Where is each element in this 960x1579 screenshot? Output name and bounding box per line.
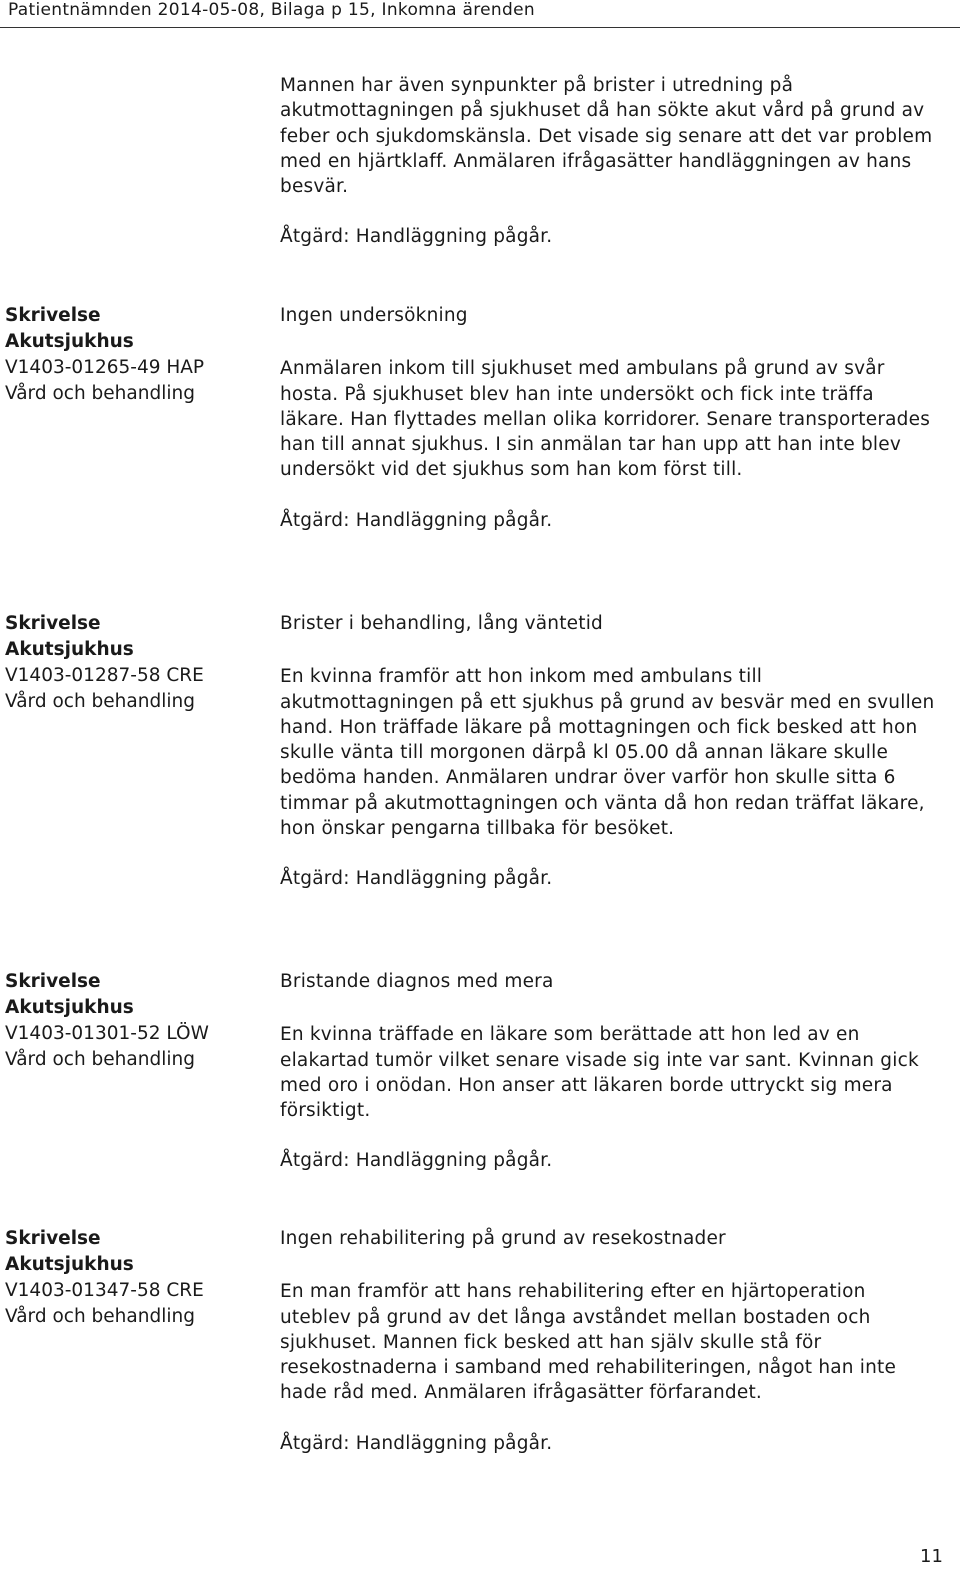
- case-body: [280, 969, 940, 1173]
- case-title: Ingen undersökning: [280, 305, 468, 326]
- case-description: En man framför att hans rehabilitering efter en hjärtoperation uteblev på grund av det långa avståndet mellan bostaden och sjukhuset. Mannen fick besked att han själv skulle stå för resekostnaderna i samband med rehabiliteringen, något han inte hade råd med. Anmälaren ifrågasätter förfarandet.: [280, 1281, 897, 1404]
- intro-section: [280, 73, 940, 249]
- case-hospital: Akutsjukhus: [5, 1254, 134, 1275]
- case-id: V1403-01287-58 CRE: [5, 665, 204, 686]
- case-type: Skrivelse: [5, 305, 101, 326]
- case-body: [280, 303, 940, 533]
- case-meta: [5, 969, 265, 1073]
- case-category: Vård och behandling: [5, 1306, 195, 1327]
- case-action: Åtgärd: Handläggning pågår.: [280, 868, 553, 890]
- case-title: Ingen rehabilitering på grund av resekostnader: [280, 1228, 726, 1249]
- case-category: Vård och behandling: [5, 383, 195, 404]
- case-meta: [5, 611, 265, 715]
- case-hospital: Akutsjukhus: [5, 331, 134, 352]
- case-meta: [5, 303, 265, 407]
- case-category: Vård och behandling: [5, 1049, 195, 1070]
- page-number: 11: [920, 1546, 943, 1567]
- case-hospital: Akutsjukhus: [5, 639, 134, 660]
- case-action: Åtgärd: Handläggning pågår.: [280, 509, 553, 531]
- case-meta: [5, 1226, 265, 1330]
- case-type: Skrivelse: [5, 971, 101, 992]
- header-title: Patientnämnden 2014-05-08, Bilaga p 15, Inkomna ärenden: [8, 0, 535, 20]
- case-hospital: Akutsjukhus: [5, 997, 134, 1018]
- case-id: V1403-01265-49 HAP: [5, 357, 205, 378]
- case-category: Vård och behandling: [5, 691, 195, 712]
- case-description: En kvinna framför att hon inkom med ambulans till akutmottagningen på ett sjukhus på grund av besvär med en svullen hand. Hon träffade läkare på mottagningen och fick besked att hon skulle vänta till morgonen därpå kl 05.00 då annan läkare skulle bedöma handen. Anmälaren undrar över varför hon skulle sitta 6 timmar på akutmottagningen och vänta då hon redan träffat läkare, hon önskar pengarna tillbaka för besöket.: [280, 666, 935, 840]
- intro-action: Åtgärd: Handläggning pågår.: [280, 226, 553, 248]
- header-divider: [0, 27, 960, 28]
- case-title: Bristande diagnos med mera: [280, 971, 554, 992]
- case-id: V1403-01301-52 LÖW: [5, 1023, 209, 1044]
- case-description: En kvinna träffade en läkare som berättade att hon led av en elakartad tumör vilket senare visade sig inte var sant. Kvinnan gick med oro i onödan. Hon anser att läkaren borde uttryckt sig mera försiktigt.: [280, 1024, 919, 1122]
- case-title: Brister i behandling, lång väntetid: [280, 613, 603, 634]
- intro-text: Mannen har även synpunkter på brister i utredning på akutmottagningen på sjukhuset då han sökte akut vård på grund av feber och sjukdomskänsla. Det visade sig senare att det var problem med en hjärtklaff. Anmälaren ifrågasätter handläggningen av hans besvär.: [280, 75, 933, 198]
- case-body: [280, 1226, 940, 1456]
- case-action: Åtgärd: Handläggning pågår.: [280, 1150, 553, 1172]
- case-id: V1403-01347-58 CRE: [5, 1280, 204, 1301]
- case-type: Skrivelse: [5, 613, 101, 634]
- case-body: [280, 611, 940, 891]
- case-action: Åtgärd: Handläggning pågår.: [280, 1432, 553, 1454]
- case-type: Skrivelse: [5, 1228, 101, 1249]
- page-header: [0, 0, 960, 30]
- case-description: Anmälaren inkom till sjukhuset med ambulans på grund av svår hosta. På sjukhuset blev han inte undersökt och fick inte träffa läkare. Han flyttades mellan olika korridorer. Senare transporterades han till annat sjukhus. I sin anmälan tar han upp att han inte blev undersökt vid det sjukhus som han kom först till.: [280, 358, 931, 481]
